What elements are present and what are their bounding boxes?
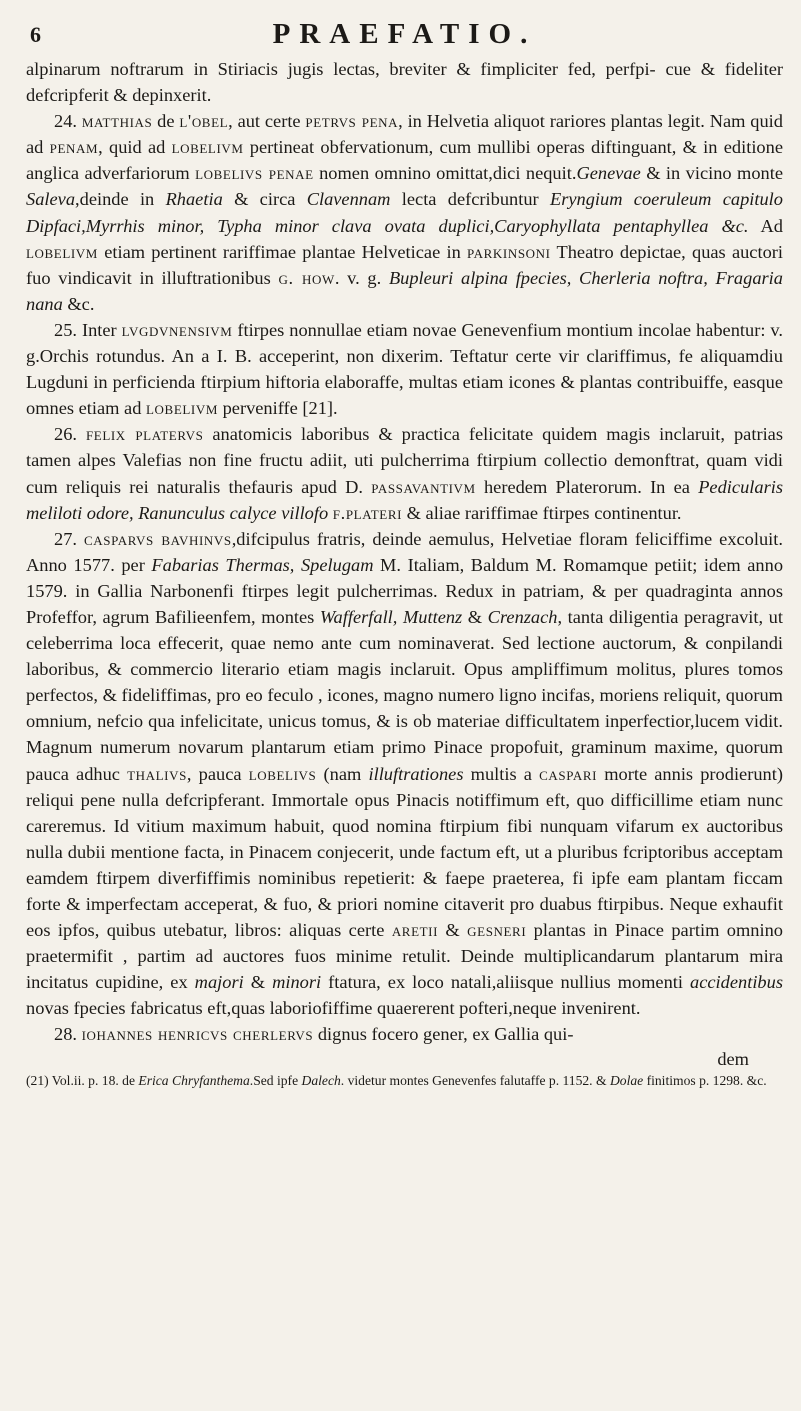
text-run: pertineat obfervationum, cum mullibi operas diftinguant, & in editione anglica adverfariorum — [26, 137, 783, 184]
text-run: de — [152, 111, 180, 132]
text-run: , aut certe — [228, 111, 306, 132]
text-run: plantas in Pinace partim omnino praetermifit , partim ad auctores fuos minime retulit. Deinde multiplicandarum plantarum mira incitatus cupidine, ex — [26, 920, 783, 993]
text-run: ftatura, ex loco natali,aliisque nullius momenti — [321, 972, 691, 993]
paragraph-23-continuation — [26, 56, 783, 108]
paragraph-24 — [26, 108, 783, 317]
italic-term: majori — [194, 972, 244, 993]
running-title: PRAEFATIO. — [272, 18, 537, 50]
name-smallcaps: caspari — [539, 763, 598, 784]
text-line: cue & fideliter defcripferit & depinxerit. — [26, 59, 783, 106]
name-smallcaps: f.plateri — [332, 502, 403, 523]
name-smallcaps: lvgdvnensivm — [121, 319, 233, 340]
text-run: nomen omnino omittat,dici nequit. — [313, 163, 577, 184]
text-run: Theatro depictae, quas auctori fuo vindicavit in illuftrationibus — [26, 241, 783, 288]
name-smallcaps: lobelivm — [26, 241, 98, 262]
body-text — [26, 56, 783, 1048]
italic-term: Crenzach — [487, 606, 558, 627]
text-run: heredem Platerorum. In ea — [475, 476, 699, 497]
name-smallcaps: aretii — [391, 920, 439, 941]
italic-term: Dalech — [301, 1072, 341, 1088]
text-run: Ad — [748, 215, 783, 236]
italic-term: Pedicularis meliloti odore, Ranunculus calyce villofo — [26, 476, 783, 523]
name-smallcaps: iohannes henricvs cherlervs — [81, 1024, 314, 1045]
name-smallcaps: penam — [49, 137, 99, 158]
italic-term: Rhaetia — [165, 189, 223, 210]
text-run: multis a — [463, 763, 540, 784]
paragraph-28 — [26, 1021, 783, 1047]
text-run: (21) Vol.ii. p. 18. de — [26, 1072, 139, 1088]
italic-term: minori — [272, 972, 322, 993]
text-run: etiam pertinent rariffimae plantae Helveticae in — [97, 241, 468, 262]
name-smallcaps: casparvs bavhinvs — [84, 528, 232, 549]
text-run: 28. — [54, 1024, 82, 1045]
italic-term: Bupleuri alpina fpecies, Cherleria noftra, Fragaria nana — [26, 267, 783, 314]
name-smallcaps: g. how — [278, 267, 335, 288]
text-run: ftirpes nonnullae etiam novae Genevenfium montium incolae habentur: v. g.Orchis rotundus. An a I. B. acceperint, non dixerim. Teftatur certe vir clariffimus, fe aliquamdiu Lugduni in perficienda ftirpium hiftoria elaboraffe, multas etiam icones & plantas contribuiffe, easque omnes etiam ad — [26, 319, 783, 419]
text-run: , in Helvetia aliquot rariores plantas legit. Nam quid ad — [26, 111, 783, 158]
text-run: . videtur montes Genevenfes falutaffe p. 1152. & — [340, 1072, 610, 1088]
text-run: & in vicino monte — [640, 163, 784, 184]
paragraph-26 — [26, 421, 783, 525]
text-run: 26. — [54, 424, 86, 445]
italic-term: Dolae — [609, 1072, 644, 1088]
italic-term: Eryngium coeruleum capitulo Dipfaci,Myrrhis minor, Typha minor clava ovata duplici,Caryophyllata pentaphyllea &c. — [26, 189, 783, 236]
italic-term: illuftrationes — [368, 763, 464, 784]
text-run: & — [462, 606, 488, 627]
text-run: , tanta diligentia peragravit, ut celeberrima loca effecerit, quae nemo ante cum nominaverat. Sed lectione auctorum, & conpilandi laboribus, & commercio literario etiam magis inclaruit. Opus ampliffimum molitus, plures tomos perfectos, & fideliffimas, pro eo feculo , icones, magno numero ligno incifas, moriens reliquit, quorum omnium, nefcio qua infelicitate, unicus tomus, & is ob materiae difficultatem inperfectior,lucem vidit. Magnum numerum novarum plantarum etiam primo Pinace propofuit, graminum maxime, quorum pauca adhuc — [26, 606, 783, 784]
name-smallcaps: petrvs pena — [305, 111, 399, 132]
text-run: . v. g. — [334, 267, 389, 288]
italic-term: Clavennam — [306, 189, 391, 210]
text-run: & — [243, 972, 273, 993]
text-run: 25. Inter — [54, 319, 122, 340]
text-run: & aliae rariffimae ftirpes continentur. — [402, 502, 682, 523]
name-smallcaps: felix platervs — [85, 424, 204, 445]
text-line: alpinarum noftrarum in Stiriacis jugis lectas, breviter & fimpliciter fed, perfpi- — [26, 59, 656, 79]
page-header — [26, 18, 783, 56]
catchword: dem — [717, 1048, 749, 1069]
page-number: 6 — [30, 22, 41, 47]
name-smallcaps: lobelivs penae — [195, 163, 314, 184]
text-run: perveniffe [21]. — [217, 398, 338, 419]
text-run: .Sed ipfe — [249, 1072, 302, 1088]
text-run: morte annis prodierunt) reliqui pene nulla defcripferant. Immortale opus Pinacis notiffimum eft, quo difficillime etiam nunc careremus. Id vitium maximum habuit, quod nomina ftirpium fibi nunquam vifarum ex auctoribus nulla dubii mentione facta, in Pinacem conjecerit, unde factum eft, ut a pluribus fcriptoribus acceptam eamdem ftirpem diverfiffimis nominibus repetierit: & faepe praeterea, fi ipfe eam plantam ficcam forte & imperfectam acceperat, & fuo, & priori nomine citaverit pro duabus ftirpibus. Neque exhaufit eos ipfos, quibus utebatur, libros: aliquas certe — [26, 763, 783, 941]
name-smallcaps: l'obel — [179, 111, 229, 132]
text-run: 24. — [54, 111, 82, 132]
text-run: ,deinde in — [75, 189, 166, 210]
text-run: , pauca — [186, 763, 249, 784]
text-run: &c. — [62, 293, 95, 314]
paragraph-25 — [26, 317, 783, 421]
footnote — [26, 1072, 783, 1090]
text-run: lecta defcribuntur — [390, 189, 550, 210]
name-smallcaps: matthias — [81, 111, 153, 132]
name-smallcaps: gesneri — [467, 920, 527, 941]
text-run: & circa — [222, 189, 307, 210]
italic-term: Fabarias Thermas, Spelugam — [151, 554, 374, 575]
text-run: & — [438, 920, 468, 941]
text-run: M. Italiam, Baldum M. Romamque petiit; idem anno 1579. in Gallia Narbonenfi ftirpes legit pulcherrimas. Redux in patriam, & per quadraginta annos Profeffor, agrum Bafilieenfem, montes — [26, 554, 784, 627]
text-run: anatomicis laboribus & practica felicitate quidem magis inclaruit, patrias tamen alpes Valefias non fine fructu adiit, uti pulcherrima ftirpium collectio demonftrat, quam vidi cum reliquis rei naturalis thefauris apud D. — [26, 424, 784, 497]
name-smallcaps: thalivs — [127, 763, 187, 784]
name-smallcaps: lobelivm — [146, 398, 218, 419]
text-run: novas fpecies fabricatus eft,quas laboriofiffime quaererent pofteri,neque invenirent. — [26, 998, 641, 1019]
text-run: , quid ad — [98, 137, 172, 158]
italic-term: Saleva — [26, 189, 76, 210]
italic-term: accidentibus — [690, 972, 783, 993]
text-run: (nam — [316, 763, 369, 784]
name-smallcaps: parkinsoni — [467, 241, 551, 262]
text-run: finitimos p. 1298. &c. — [643, 1072, 767, 1088]
name-smallcaps: passavantivm — [371, 476, 476, 497]
paragraph-27 — [26, 526, 783, 1022]
italic-term: Wafferfall, Muttenz — [319, 606, 463, 627]
text-run: ,difcipulus fratris, deinde aemulus, Helvetiae floram feliciffime excoluit. Anno 1577. per — [26, 528, 783, 575]
name-smallcaps: lobelivs — [248, 763, 317, 784]
text-run: 27. — [54, 528, 85, 549]
text-run: dignus focero gener, ex Gallia qui- — [313, 1024, 574, 1045]
name-smallcaps: lobelivm — [171, 137, 244, 158]
italic-term: Erica Chryfanthema — [138, 1072, 250, 1088]
italic-term: Genevae — [576, 163, 641, 184]
